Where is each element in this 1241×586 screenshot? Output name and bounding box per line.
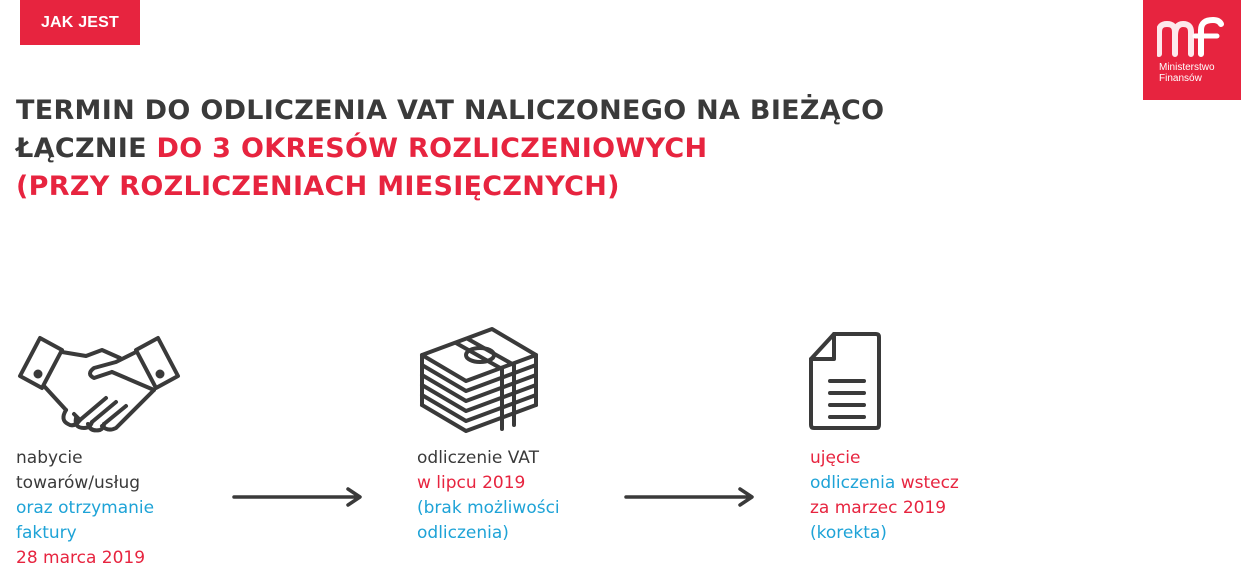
step-3-caption xyxy=(810,446,959,546)
title-line-2-red: DO 3 OKRESÓW ROZLICZENIOWYCH xyxy=(156,133,708,164)
title-line-1: TERMIN DO ODLICZENIA VAT NALICZONEGO NA BIEŻĄCO xyxy=(16,95,885,126)
step-1-caption xyxy=(16,446,154,571)
logo-line-1: Ministerstwo xyxy=(1159,62,1215,73)
step-1-line-5: 28 marca 2019 xyxy=(16,548,146,568)
step-3-line-3: za marzec 2019 xyxy=(810,498,947,518)
step-2-line-3: (brak możliwości xyxy=(417,498,560,518)
title-line-2-dark: ŁĄCZNIE xyxy=(16,133,157,164)
step-2-line-4: odliczenia) xyxy=(417,523,509,543)
step-2-line-2: w lipcu 2019 xyxy=(417,473,526,493)
step-3-line-2 xyxy=(810,471,959,496)
step-3-line-4: (korekta) xyxy=(810,523,887,543)
step-1-line-3: oraz otrzymanie xyxy=(16,498,155,518)
step-1-line-2: towarów/usług xyxy=(16,473,141,493)
step-1-line-4: faktury xyxy=(16,523,77,543)
arrow-right-icon xyxy=(624,486,756,508)
section-tag: JAK JEST xyxy=(20,0,140,45)
money-stack-icon xyxy=(416,325,542,435)
step-3-line-2b: wstecz xyxy=(895,473,959,493)
mf-logo-icon xyxy=(1157,16,1227,58)
arrow-right-icon xyxy=(232,486,364,508)
handshake-icon xyxy=(16,334,182,434)
step-1-line-1: nabycie xyxy=(16,448,83,468)
title-line-3-red: (PRZY ROZLICZENIACH MIESIĘCZNYCH) xyxy=(16,171,620,202)
step-2-caption xyxy=(417,446,560,546)
step-2-line-1: odliczenie VAT xyxy=(417,448,539,468)
step-3-line-2a: odliczenia xyxy=(810,473,896,493)
logo-line-2: Finansów xyxy=(1159,73,1202,84)
document-icon xyxy=(808,331,882,431)
step-3-line-1: ujęcie xyxy=(810,448,861,468)
page-title xyxy=(16,92,884,206)
ministry-logo xyxy=(1143,0,1241,100)
